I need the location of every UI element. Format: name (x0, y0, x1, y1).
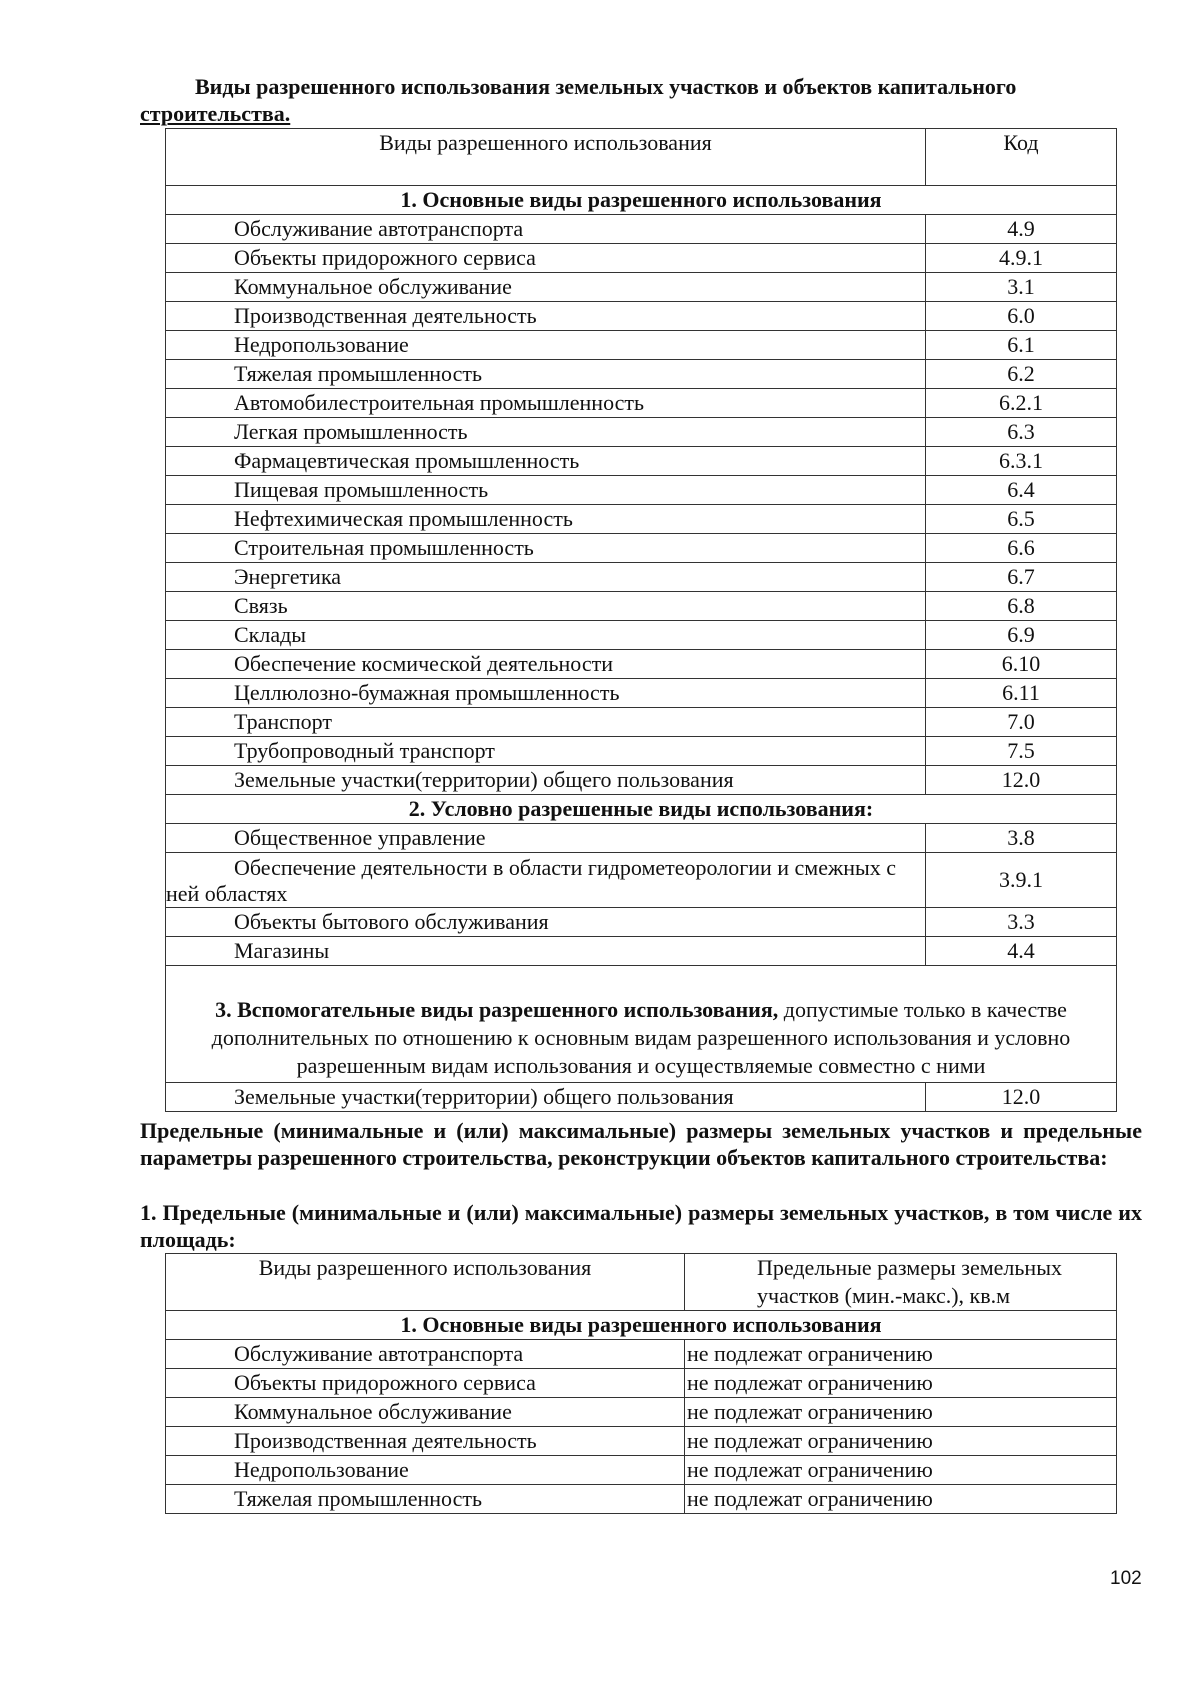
use-code-cell: 6.10 (926, 650, 1117, 679)
use-name-cell: Земельные участки(территории) общего пользования (166, 1083, 926, 1112)
section-row (166, 966, 1117, 1083)
plot-size-table (165, 1253, 1117, 1514)
use-name-cell: Легкая промышленность (166, 418, 926, 447)
section2-title: 2. Условно разрешенные виды использования: (166, 795, 1117, 824)
use-limit-cell: не подлежат ограничению (685, 1369, 1117, 1398)
use-name-cell: Фармацевтическая промышленность (166, 447, 926, 476)
table-row (166, 708, 1117, 737)
table-header-row (166, 1254, 1117, 1311)
table-row (166, 1340, 1117, 1369)
use-name-cell: Целлюлозно-бумажная промышленность (166, 679, 926, 708)
table-row (166, 331, 1117, 360)
page-number: 102 (1110, 1568, 1142, 1589)
table-row (166, 908, 1117, 937)
table-row (166, 476, 1117, 505)
page-title-line2: строительства. (140, 101, 291, 126)
use-limit-cell: не подлежат ограничению (685, 1456, 1117, 1485)
use-name-cell: Энергетика (166, 563, 926, 592)
use-name-cell: Связь (166, 592, 926, 621)
section3-title: 3. Вспомогательные виды разрешенного использования, (215, 997, 779, 1022)
table-row (166, 824, 1117, 853)
table-row (166, 273, 1117, 302)
table-row (166, 1369, 1117, 1398)
table-row (166, 215, 1117, 244)
use-name-cell: Недропользование (166, 1456, 685, 1485)
use-code-cell: 6.2 (926, 360, 1117, 389)
use-name-cell: Обслуживание автотранспорта (166, 215, 926, 244)
use-code-cell: 12.0 (926, 1083, 1117, 1112)
table-row (166, 1398, 1117, 1427)
use-name-cell: Строительная промышленность (166, 534, 926, 563)
table-header-row (166, 129, 1117, 186)
section3-text: допустимые только в качестве дополнительных по отношению к основным видам разрешенного использования и условно разрешенным видам использования и осуществляемые совместно с ними (211, 997, 1071, 1078)
table-row (166, 418, 1117, 447)
use-name-cell: Земельные участки(территории) общего пользования (166, 766, 926, 795)
use-name-cell: Объекты придорожного сервиса (166, 244, 926, 273)
section3-description (166, 966, 1117, 1083)
page-title (140, 73, 1140, 127)
use-code-cell: 3.9.1 (926, 853, 1117, 908)
use-name-cell: Автомобилестроительная промышленность (166, 389, 926, 418)
table-row (166, 853, 1117, 908)
table-row (166, 505, 1117, 534)
use-name-cell: Обеспечение космической деятельности (166, 650, 926, 679)
use-code-cell: 7.0 (926, 708, 1117, 737)
table-row (166, 302, 1117, 331)
use-name-cell: Обслуживание автотранспорта (166, 1340, 685, 1369)
use-code-cell: 3.3 (926, 908, 1117, 937)
use-code-cell: 6.5 (926, 505, 1117, 534)
use-name-cell: Тяжелая промышленность (166, 1485, 685, 1514)
use-limit-cell: не подлежат ограничению (685, 1485, 1117, 1514)
use-name-cell: Склады (166, 621, 926, 650)
use-name-cell: Магазины (166, 937, 926, 966)
use-code-cell: 7.5 (926, 737, 1117, 766)
table-row (166, 1083, 1117, 1112)
table-row (166, 650, 1117, 679)
use-name-cell: Производственная деятельность (166, 302, 926, 331)
use-name-cell: Транспорт (166, 708, 926, 737)
table-row (166, 766, 1117, 795)
use-name-cell: Объекты бытового обслуживания (166, 908, 926, 937)
section1-title: 1. Основные виды разрешенного использования (166, 186, 1117, 215)
table-row (166, 1427, 1117, 1456)
use-code-cell: 6.1 (926, 331, 1117, 360)
table-row (166, 244, 1117, 273)
use-name-cell: Нефтехимическая промышленность (166, 505, 926, 534)
use-name-cell: Общественное управление (166, 824, 926, 853)
table-row (166, 360, 1117, 389)
header-col-code: Код (926, 129, 1117, 186)
table-row (166, 592, 1117, 621)
use-code-cell: 6.0 (926, 302, 1117, 331)
use-name-cell: Производственная деятельность (166, 1427, 685, 1456)
table-row (166, 534, 1117, 563)
use-name-cell: Коммунальное обслуживание (166, 1398, 685, 1427)
table-row (166, 447, 1117, 476)
header-col-uses: Виды разрешенного использования (166, 129, 926, 186)
table-row (166, 389, 1117, 418)
use-code-cell: 6.3.1 (926, 447, 1117, 476)
section-row (166, 795, 1117, 824)
table-row (166, 937, 1117, 966)
use-name-cell: Объекты придорожного сервиса (166, 1369, 685, 1398)
sizes-paragraph: 1. Предельные (минимальные и (или) максимальные) размеры земельных участков, в том числе их площадь: (140, 1200, 1142, 1252)
use-code-cell: 3.8 (926, 824, 1117, 853)
use-code-cell: 6.9 (926, 621, 1117, 650)
section1-title: 1. Основные виды разрешенного использования (166, 1311, 1117, 1340)
section-row (166, 1311, 1117, 1340)
use-code-cell: 6.3 (926, 418, 1117, 447)
table-row (166, 1485, 1117, 1514)
use-code-cell: 4.4 (926, 937, 1117, 966)
use-code-cell: 4.9 (926, 215, 1117, 244)
use-limit-cell: не подлежат ограничению (685, 1398, 1117, 1427)
use-name-cell: Обеспечение деятельности в области гидрометеорологии и смежных с ней областях (166, 853, 926, 908)
use-code-cell: 3.1 (926, 273, 1117, 302)
use-code-cell: 6.8 (926, 592, 1117, 621)
table-row (166, 737, 1117, 766)
use-limit-cell: не подлежат ограничению (685, 1340, 1117, 1369)
use-name-cell: Трубопроводный транспорт (166, 737, 926, 766)
page-title-line1: Виды разрешенного использования земельных участков и объектов капитального (195, 74, 1017, 99)
table-row (166, 621, 1117, 650)
use-code-cell: 4.9.1 (926, 244, 1117, 273)
use-code-cell: 6.7 (926, 563, 1117, 592)
table-row (166, 1456, 1117, 1485)
use-code-cell: 6.11 (926, 679, 1117, 708)
use-code-cell: 6.4 (926, 476, 1117, 505)
use-name-cell: Недропользование (166, 331, 926, 360)
use-code-cell: 12.0 (926, 766, 1117, 795)
use-limit-cell: не подлежат ограничению (685, 1427, 1117, 1456)
section-row (166, 186, 1117, 215)
table-row (166, 563, 1117, 592)
use-name-cell: Коммунальное обслуживание (166, 273, 926, 302)
use-code-cell: 6.6 (926, 534, 1117, 563)
limits-paragraph: Предельные (минимальные и (или) максимальные) размеры земельных участков и предельные параметры разрешенного строительства, реконструкции объектов капитального строительства: (140, 1118, 1142, 1170)
use-name-cell: Тяжелая промышленность (166, 360, 926, 389)
permitted-use-table (165, 128, 1117, 1112)
header-col-limits: Предельные размеры земельных участков (мин.-макс.), кв.м (685, 1254, 1117, 1311)
table-row (166, 679, 1117, 708)
use-name-cell: Пищевая промышленность (166, 476, 926, 505)
header-col-uses: Виды разрешенного использования (166, 1254, 685, 1311)
use-code-cell: 6.2.1 (926, 389, 1117, 418)
